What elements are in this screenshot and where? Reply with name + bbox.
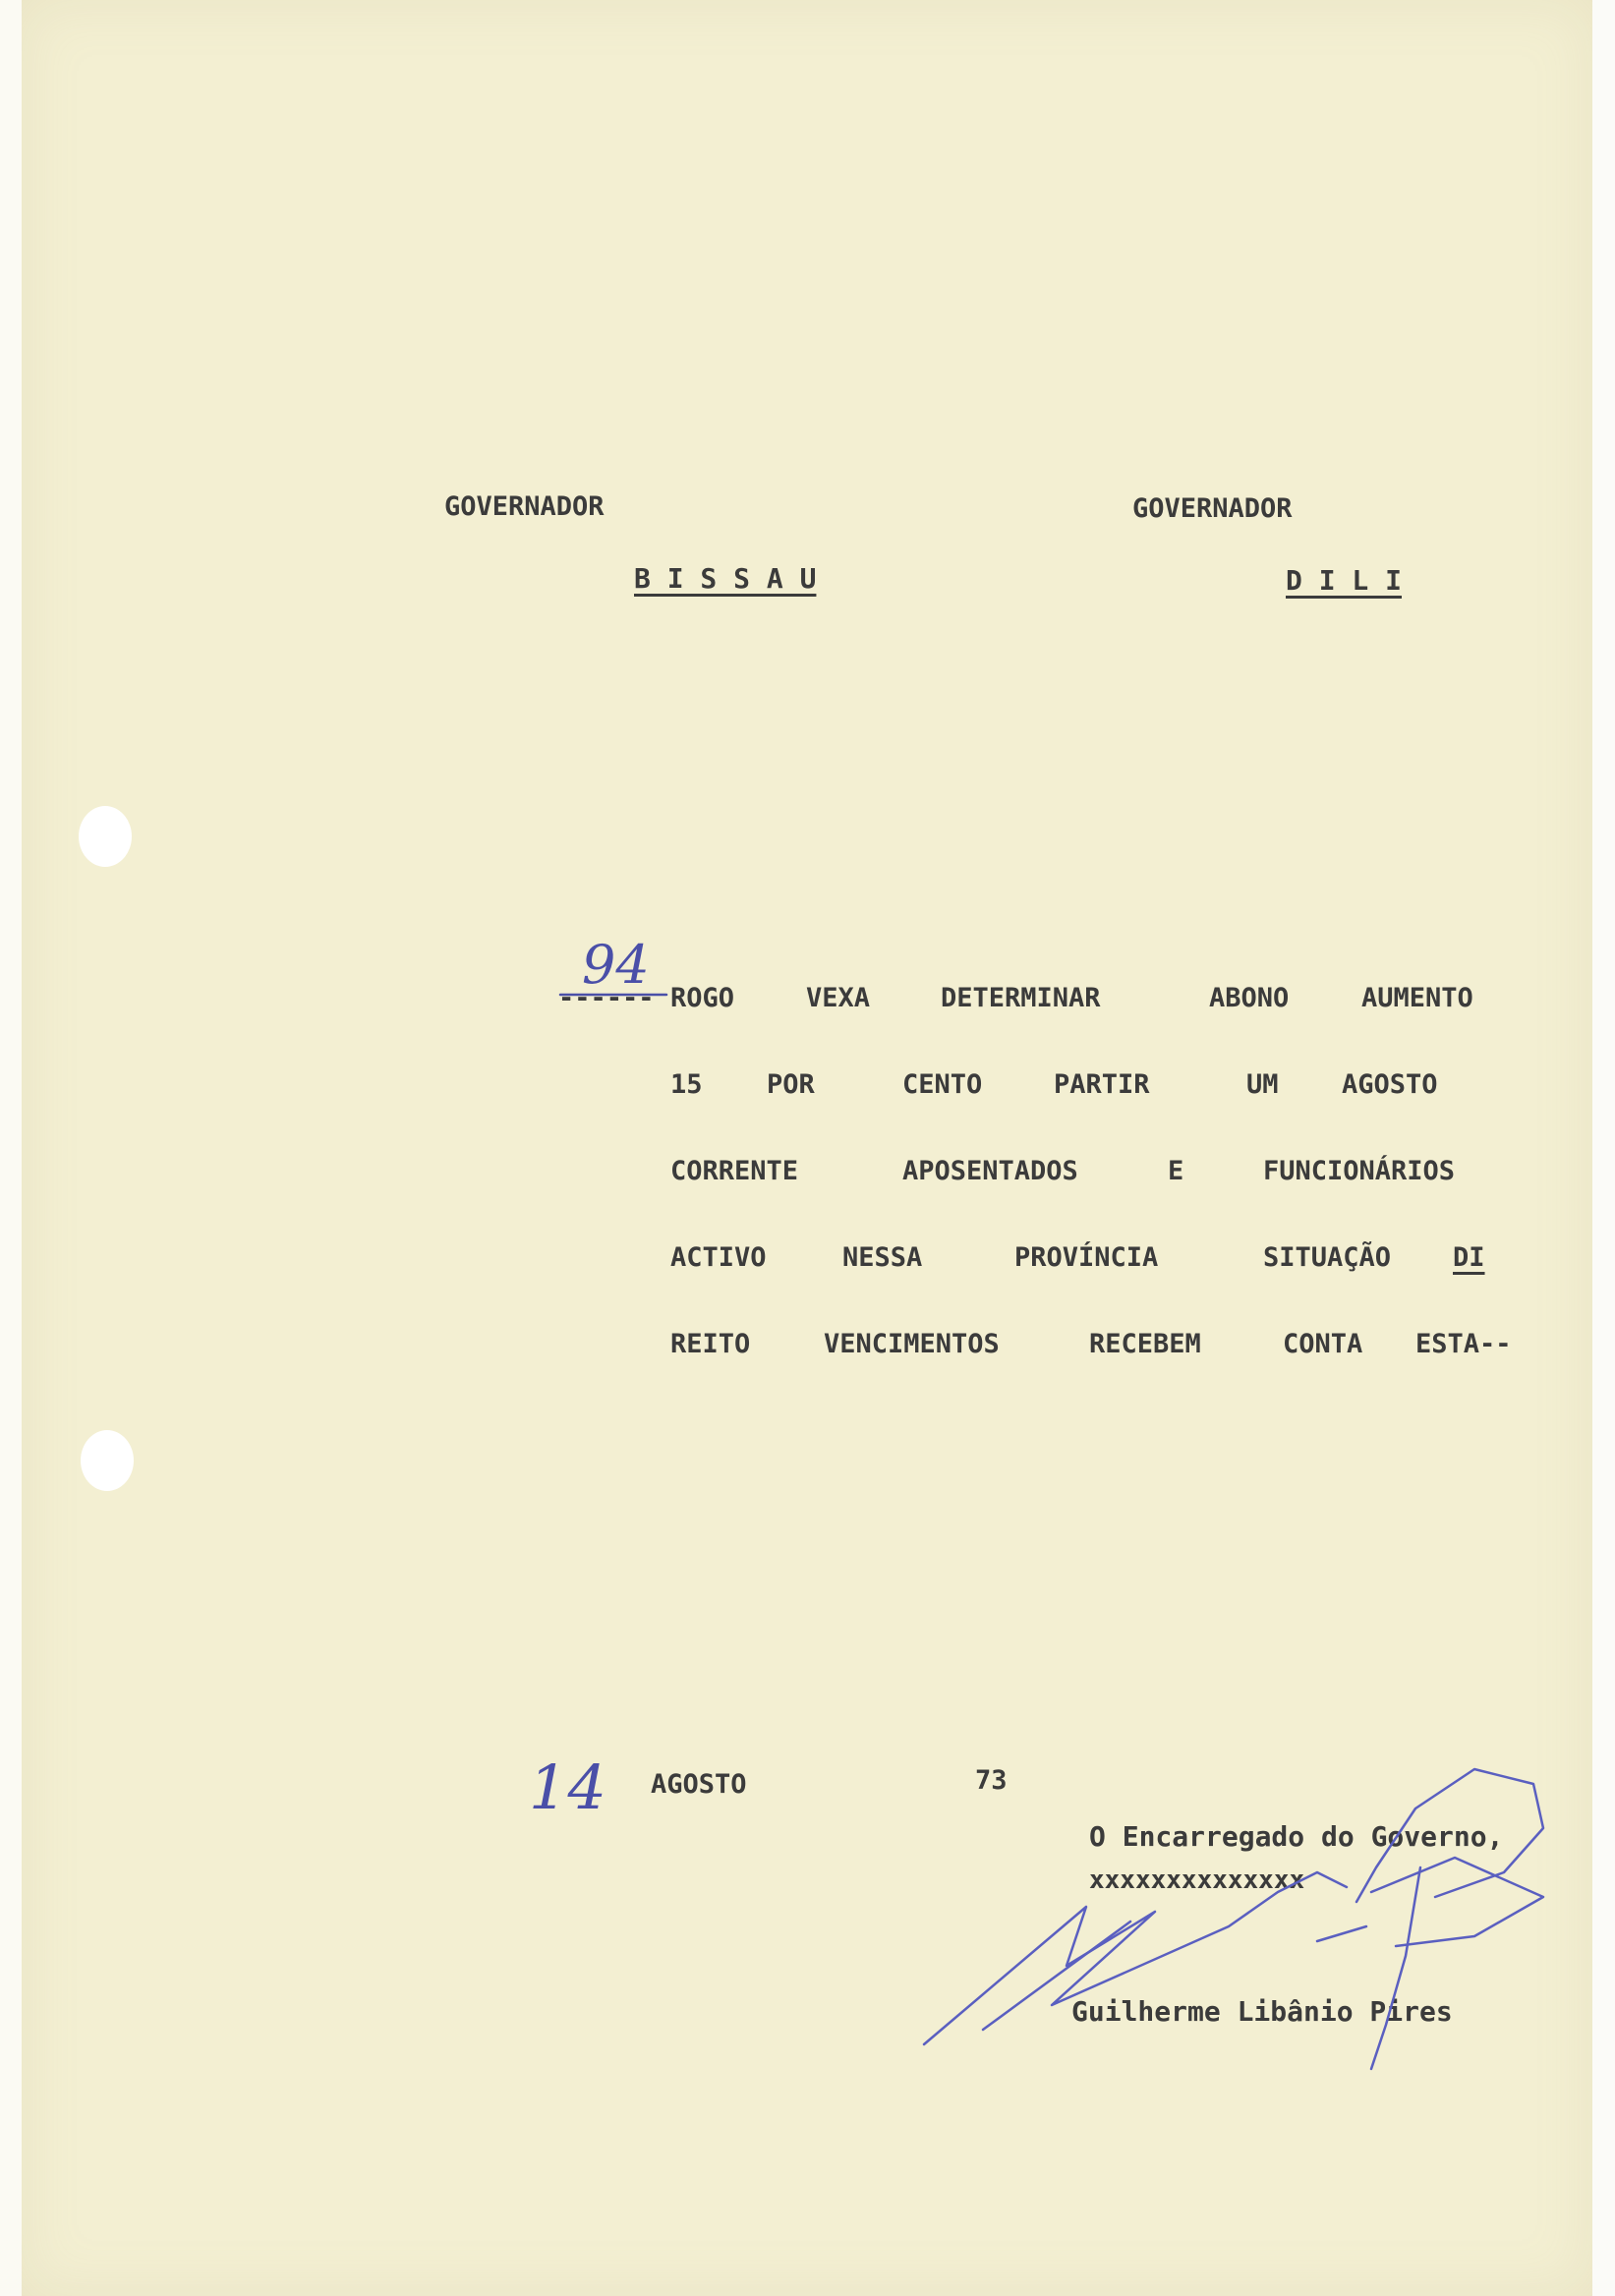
- word: UM: [1246, 1069, 1279, 1100]
- word: POR: [767, 1069, 815, 1100]
- addressee-right-title: GOVERNADOR: [1132, 493, 1293, 524]
- date-day: 14: [529, 1751, 606, 1823]
- word: FUNCIONÁRIOS: [1263, 1156, 1456, 1186]
- word: DETERMINAR: [941, 983, 1101, 1013]
- word: ROGO: [670, 983, 735, 1013]
- word: VENCIMENTOS: [824, 1329, 1000, 1359]
- lead-dashes: ------: [558, 983, 655, 1013]
- word: E: [1168, 1156, 1184, 1186]
- addressee-right-place: D I L I: [1286, 564, 1403, 597]
- word: AUMENTO: [1361, 983, 1473, 1013]
- word: VEXA: [806, 983, 871, 1013]
- addressee-left-title: GOVERNADOR: [444, 491, 605, 522]
- word: RECEBEM: [1089, 1329, 1201, 1359]
- word: AGOSTO: [1342, 1069, 1438, 1100]
- date-year: 73: [975, 1765, 1008, 1796]
- word: CORRENTE: [670, 1156, 799, 1186]
- signer-name: Guilherme Libânio Pires: [1071, 1995, 1453, 2028]
- struck-line: xxxxxxxxxxxxxx: [1089, 1866, 1305, 1895]
- word: NESSA: [842, 1242, 923, 1273]
- word: ESTA--: [1415, 1329, 1512, 1359]
- word: REITO: [670, 1329, 751, 1359]
- signer-title: O Encarregado do Governo,: [1089, 1820, 1504, 1853]
- word: PROVÍNCIA: [1014, 1242, 1159, 1273]
- word: CENTO: [902, 1069, 983, 1100]
- date-month: AGOSTO: [651, 1769, 747, 1800]
- word: DI: [1453, 1242, 1485, 1273]
- word: SITUAÇÃO: [1263, 1242, 1392, 1273]
- word: ACTIVO: [670, 1242, 767, 1273]
- word: PARTIR: [1054, 1069, 1150, 1100]
- message-number: 94: [582, 934, 650, 996]
- word: 15: [670, 1069, 703, 1100]
- word: APOSENTADOS: [902, 1156, 1078, 1186]
- addressee-left-place: B I S S A U: [634, 562, 817, 595]
- word: ABONO: [1209, 983, 1290, 1013]
- word: CONTA: [1283, 1329, 1363, 1359]
